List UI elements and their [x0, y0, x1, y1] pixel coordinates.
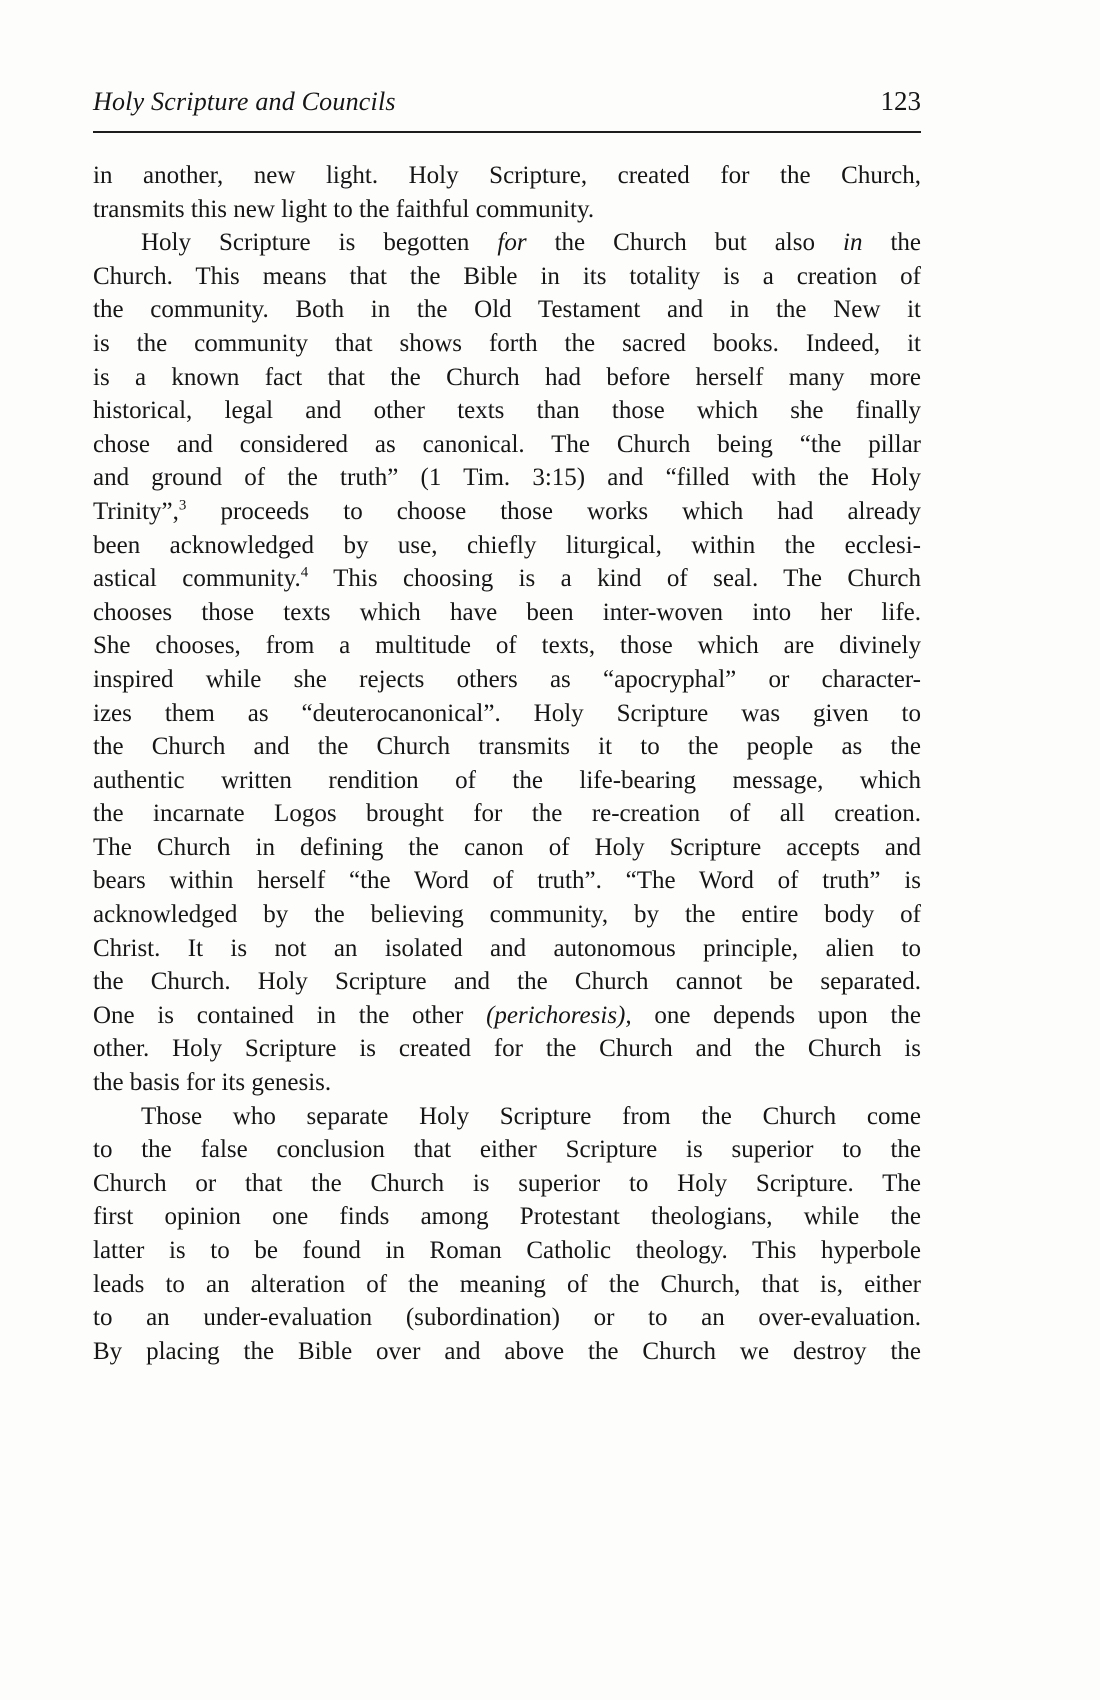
- text-segment: leads to an alteration of the meaning of the Church, that is, either: [93, 1270, 921, 1298]
- text-segment: been acknowledged by use, chiefly liturgical, within the ecclesi-: [93, 531, 921, 559]
- text-segment: first opinion one finds among Protestant theologians, while the: [93, 1203, 921, 1231]
- running-header: [93, 86, 921, 117]
- text-line: [93, 1268, 921, 1302]
- text-segment: the: [862, 229, 921, 257]
- text-segment: chooses those texts which have been inter-woven into her life.: [93, 598, 921, 626]
- text-line: [93, 159, 921, 193]
- text-line: [93, 1200, 921, 1234]
- text-line: [93, 629, 921, 663]
- text-line: [93, 697, 921, 731]
- text-segment: inspired while she rejects others as “apocryphal” or character-: [93, 665, 921, 693]
- text-line: [93, 932, 921, 966]
- text-line: [93, 999, 921, 1033]
- text-line: [93, 831, 921, 865]
- text-line: [93, 1133, 921, 1167]
- text-segment: astical community.: [93, 565, 301, 593]
- text-line: [93, 327, 921, 361]
- text-segment: Those who separate Holy Scripture from the Church come: [141, 1102, 921, 1130]
- text-segment: transmits this new light to the faithful community.: [93, 195, 595, 223]
- text-segment: authentic written rendition of the life-bearing message, which: [93, 766, 921, 794]
- text-segment: One is contained in the other: [93, 1001, 487, 1029]
- text-line: [93, 428, 921, 462]
- text-line: [93, 293, 921, 327]
- text-segment: the incarnate Logos brought for the re-creation of all creation.: [93, 800, 921, 828]
- text-line: [93, 864, 921, 898]
- text-segment: is a known fact that the Church had before herself many more: [93, 363, 921, 391]
- text-line: [93, 562, 921, 596]
- text-line: [93, 461, 921, 495]
- header-rule: [93, 131, 921, 133]
- text-segment: This choosing is a kind of seal. The Church: [308, 565, 921, 593]
- text-segment: one depends upon the: [631, 1001, 921, 1029]
- text-line: [93, 1234, 921, 1268]
- text-line: [93, 898, 921, 932]
- text-segment: bears within herself “the Word of truth”. “The Word of truth” is: [93, 867, 921, 895]
- text-segment: izes them as “deuterocanonical”. Holy Scripture was given to: [93, 699, 921, 727]
- text-line: [93, 1167, 921, 1201]
- text-segment: the basis for its genesis.: [93, 1069, 332, 1097]
- text-line: [93, 663, 921, 697]
- text-line: [93, 797, 921, 831]
- text-segment: in: [843, 229, 863, 257]
- text-segment: (perichoresis),: [486, 1001, 632, 1029]
- text-line: [93, 361, 921, 395]
- text-line: [93, 226, 921, 260]
- text-line: [93, 260, 921, 294]
- text-segment: Church or that the Church is superior to Holy Scripture. The: [93, 1169, 921, 1197]
- text-line: [93, 764, 921, 798]
- text-segment: the Church but also: [526, 229, 843, 257]
- text-segment: and ground of the truth” (1 Tim. 3:15) and “filled with the Holy: [93, 464, 921, 492]
- text-line: [93, 1335, 921, 1369]
- text-line: [93, 596, 921, 630]
- text-segment: By placing the Bible over and above the Church we destroy the: [93, 1337, 921, 1365]
- text-segment: for: [497, 229, 527, 257]
- footnote-reference: 3: [178, 497, 187, 514]
- text-segment: is the community that shows forth the sacred books. Indeed, it: [93, 329, 921, 357]
- text-line: [93, 1032, 921, 1066]
- text-segment: to the false conclusion that either Scripture is superior to the: [93, 1136, 921, 1164]
- footnote-reference: 4: [300, 564, 309, 581]
- text-segment: The Church in defining the canon of Holy Scripture accepts and: [93, 833, 921, 861]
- text-line: [93, 394, 921, 428]
- text-line: [93, 730, 921, 764]
- text-line: [93, 495, 921, 529]
- text-segment: other. Holy Scripture is created for the Church and the Church is: [93, 1035, 921, 1063]
- text-line: [93, 1301, 921, 1335]
- text-segment: historical, legal and other texts than those which she finally: [93, 397, 921, 425]
- text-segment: Church. This means that the Bible in its totality is a creation of: [93, 262, 921, 290]
- text-line: [93, 1100, 921, 1134]
- text-segment: latter is to be found in Roman Catholic theology. This hyperbole: [93, 1237, 921, 1264]
- text-line: [93, 529, 921, 563]
- text-segment: chose and considered as canonical. The Church being “the pillar: [93, 430, 921, 458]
- text-line: [93, 965, 921, 999]
- text-segment: acknowledged by the believing community, by the entire body of: [93, 901, 921, 929]
- text-segment: to an under-evaluation (subordination) or to an over-evaluation.: [93, 1304, 921, 1332]
- body-text: [93, 159, 921, 1368]
- text-line: [93, 1066, 921, 1100]
- header-title: Holy Scripture and Councils: [93, 87, 396, 116]
- text-segment: proceeds to choose those works which had already: [186, 497, 921, 525]
- page-number: 123: [880, 86, 921, 116]
- text-segment: in another, new light. Holy Scripture, created for the Church,: [93, 162, 921, 189]
- text-segment: She chooses, from a multitude of texts, those which are divinely: [93, 632, 921, 660]
- text-segment: Trinity”,: [93, 497, 179, 525]
- text-segment: Holy Scripture is begotten: [141, 229, 498, 257]
- text-segment: the Church. Holy Scripture and the Church cannot be separated.: [93, 968, 921, 996]
- text-segment: the community. Both in the Old Testament and in the New it: [93, 296, 921, 324]
- text-line: [93, 193, 921, 227]
- text-segment: the Church and the Church transmits it to the people as the: [93, 733, 921, 761]
- text-segment: Christ. It is not an isolated and autonomous principle, alien to: [93, 934, 921, 962]
